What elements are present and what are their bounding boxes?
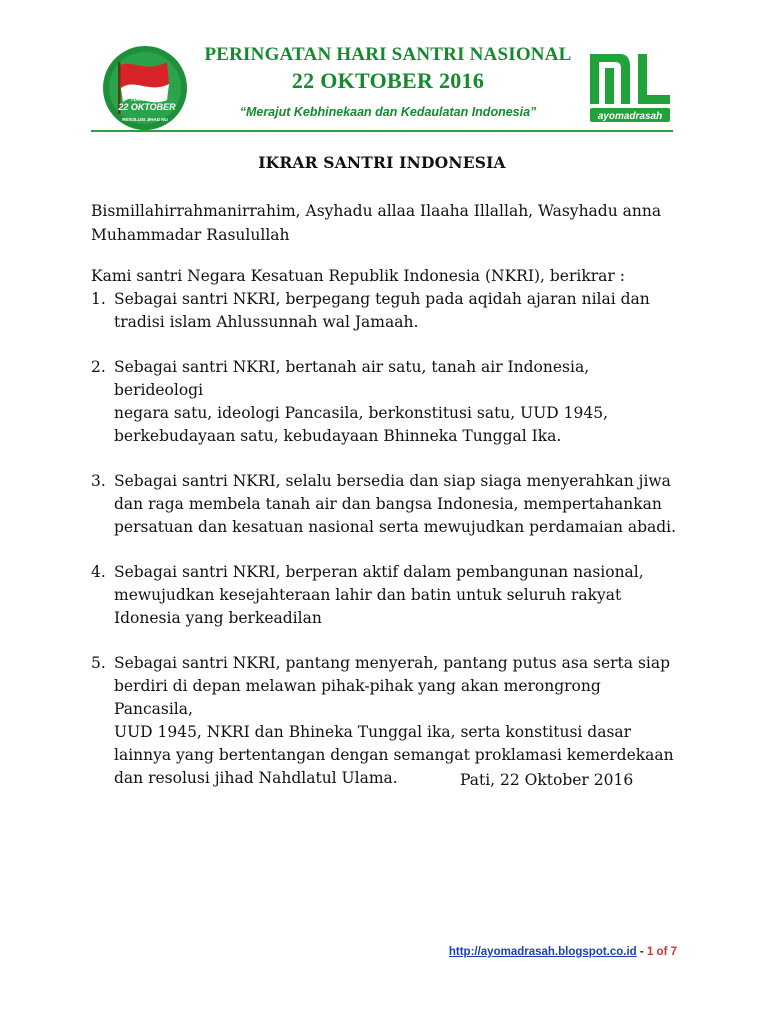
intro-paragraph: [91, 199, 681, 247]
hari-santri-emblem-icon: [101, 44, 189, 132]
pledge-item: [91, 288, 681, 334]
pledge-lead: Kami santri Negara Kesatuan Republik Indonesia (NKRI), berikrar :: [91, 267, 625, 285]
header-title-line2: 22 OKTOBER 2016: [291, 68, 485, 93]
footer-separator: -: [636, 946, 647, 958]
pledge-item: [91, 561, 681, 630]
pledge-number: 1.: [91, 290, 106, 308]
pledge-text: [114, 288, 681, 334]
header-title-line1: PERINGATAN HARI SANTRI NASIONAL: [204, 44, 572, 65]
pledge-line: dan resolusi jihad Nahdlatul Ulama.: [114, 769, 398, 787]
pledge-line: tradisi islam Ahlussunnah wal Jamaah.: [114, 313, 419, 331]
logo-right-text: ayomadrasah: [597, 111, 663, 122]
pledge-number: 5.: [91, 654, 106, 672]
header-tagline: “Merajut Kebhinekaan dan Kedaulatan Indonesia”: [239, 105, 537, 119]
pledge-line: dan raga membela tanah air dan bangsa Indonesia, mempertahankan: [114, 495, 662, 513]
header-title-block: [200, 43, 576, 119]
place-date: Pati, 22 Oktober 2016: [460, 771, 634, 789]
pledge-text: [114, 561, 681, 630]
pledge-number: 4.: [91, 563, 106, 581]
pledge-item: [91, 652, 681, 790]
pledge-line: lainnya yang bertentangan dengan semangat proklamasi kemerdekaan: [114, 746, 674, 764]
pledge-line: mewujudkan kesejahteraan lahir dan batin untuk seluruh rakyat: [114, 586, 622, 604]
intro-line: Bismillahirrahmanirrahim, Asyhadu allaa Ilaaha Illallah, Wasyhadu anna: [91, 202, 662, 220]
pledge-text: [114, 652, 681, 790]
pledge-line: Idonesia yang berkeadilan: [114, 609, 322, 627]
footer-link[interactable]: http://ayomadrasah.blogspot.co.id: [448, 946, 637, 958]
pledge-list: [91, 288, 681, 790]
ayomadrasah-logo-icon: [586, 48, 674, 124]
pledge-line: Sebagai santri NKRI, bertanah air satu, tanah air Indonesia, berideologi: [114, 358, 590, 399]
pledge-line: UUD 1945, NKRI dan Bhineka Tunggal ika, serta konstitusi dasar: [114, 723, 632, 741]
pledge-line: Sebagai santri NKRI, berpegang teguh pada aqidah ajaran nilai dan: [114, 290, 650, 308]
pledge-line: negara satu, ideologi Pancasila, berkonstitusi satu, UUD 1945,: [114, 404, 608, 422]
pledge-line: berdiri di depan melawan pihak-pihak yang akan merongrong Pancasila,: [114, 677, 601, 718]
pledge-text: [114, 356, 681, 448]
pledge-line: Sebagai santri NKRI, berperan aktif dalam pembangunan nasional,: [114, 563, 644, 581]
header-divider: [91, 130, 673, 132]
pledge-line: Sebagai santri NKRI, selalu bersedia dan siap siaga menyerahkan jiwa: [114, 472, 671, 490]
page-number: 1 of 7: [646, 946, 677, 958]
pledge-line: Sebagai santri NKRI, pantang menyerah, pantang putus asa serta siap: [114, 654, 671, 672]
pledge-line: berkebudayaan satu, kebudayaan Bhinneka Tunggal Ika.: [114, 427, 562, 445]
pledge-number: 2.: [91, 358, 106, 376]
document-title: IKRAR SANTRI INDONESIA: [258, 153, 506, 172]
emblem-text-bottom: RESOLUSI JIHAD NU: [122, 117, 168, 122]
emblem-text-main: 22 OKTOBER: [118, 102, 176, 112]
pledge-item: [91, 470, 681, 539]
page-footer: [449, 946, 677, 958]
pledge-text: [114, 470, 681, 539]
emblem-text-top: HARI SANTRI: [131, 97, 167, 103]
pledge-item: [91, 356, 681, 448]
intro-line: Muhammadar Rasulullah: [91, 226, 290, 244]
pledge-line: persatuan dan kesatuan nasional serta mewujudkan perdamaian abadi.: [114, 518, 677, 536]
pledge-number: 3.: [91, 472, 106, 490]
